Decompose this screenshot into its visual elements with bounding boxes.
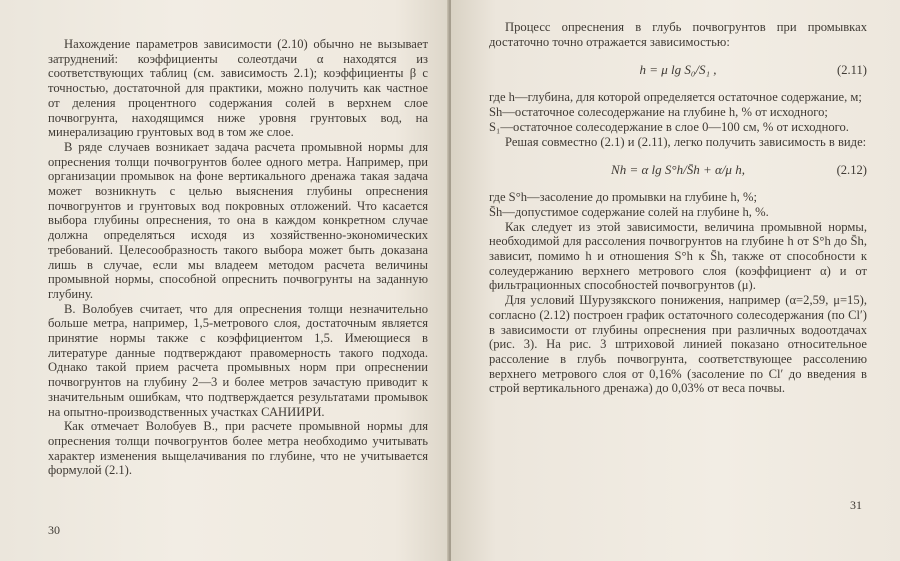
left-page <box>0 0 449 561</box>
formula-number: (2.12) <box>836 163 867 178</box>
paragraph-solve: Решая совместно (2.1) и (2.11), легко получить зависимость в виде: <box>505 134 867 149</box>
paragraph-intro: Процесс опреснения в глубь почвогрунтов при промывках достаточно точно отражается зависимостью: <box>489 20 867 49</box>
page-number-right: 31 <box>850 498 862 512</box>
paragraph: Как отмечает Волобуев В., при расчете промывной нормы для опреснения толщи почвогрунтов более метра необходимо учитывать характер изменения выщелачивания по глубине, что не учитывается формулой (2.1). <box>48 419 428 478</box>
page-number-left: 30 <box>48 523 60 537</box>
paragraph: Как следует из этой зависимости, величина промывной нормы, необходимой для рассоления почвогрунтов на глубине h от S°h до S̄h, зависит, помимо h и отношения S°h к S̄h, также от способности к солеудержанию верхнего метрового слоя (коэффициент α) и от фильтрационных способностей почвогрунтов (μ). <box>489 219 867 293</box>
formula-number: (2.11) <box>837 63 867 78</box>
formula-expression: h = μ lg S₀/S₁ , <box>639 62 717 78</box>
formula-2-11 <box>489 55 867 85</box>
formula-2-12 <box>489 155 867 185</box>
definition-line: где h—глубина, для которой определяется остаточное содержание, м; <box>489 90 862 105</box>
paragraph: Для условий Шурузякского понижения, например (α=2,59, μ=15), согласно (2.12) построен график остаточного солесодержания (по Cl′) в зависимости от глубины опреснения при различных водоотдачах (рис. 3). На рис. 3 штриховой линией показано относительное рассоление в глубь почвогрунта, соответствующее рассолению верхнего метрового слоя от 0,16% (засоление по Cl′ до введения в строй вертикального дренажа) до 0,03% от веса почвы. <box>489 293 867 396</box>
paragraph: В ряде случаев возникает задача расчета промывной нормы для опреснения толщи почвогрунтов более одного метра. Например, при организации промывок на фоне вертикального дренажа такая задача может возникнуть с целью выяснения глубины опреснения почвогрунтов и грунтовых вод покровных отложений. Что касается выбора глубины опреснения, то она в каждом конкретном случае должна определяться исходя из хозяйственно-экономических требований. Целесообразность такого выбора может быть доказана лишь в случае, если мы владеем методом расчета величины промывной нормы, способной опреснить почвогрунты на заданную глубину. <box>48 139 428 301</box>
definition-line: где S°h—засоление до промывки на глубине h, %; <box>489 190 757 205</box>
right-page <box>451 0 900 561</box>
right-page-text <box>489 20 867 396</box>
definition-line: S₁—остаточное солесодержание в слое 0—100 см, % от исходного. <box>489 119 849 134</box>
left-page-text <box>48 37 428 478</box>
formula-expression: Nh = α lg S°h/S̄h + α/μ h, <box>611 162 745 178</box>
definition-line: Sh—остаточное солесодержание на глубине h, % от исходного; <box>489 105 828 120</box>
paragraph: Нахождение параметров зависимости (2.10) обычно не вызывает затруднений: коэффициенты солеотдачи α находятся из соответствующих таблиц (см. зависимость 2.1); коэффициенты β с точностью, достаточной для практики, можно получить как частное от деления процентного содержания солей в верхнем слое почвогрунта, находящимся ниже уровня грунтовых вод, на минерализацию грунтовых вод в том же слое. <box>48 37 428 140</box>
definition-line: S̄h—допустимое содержание солей на глубине h, %. <box>489 204 769 219</box>
paragraph: В. Волобуев считает, что для опреснения толщи незначительно больше метра, например, 1,5-метрового слоя, достаточным является принятие нормы также с коэффициентом 1,5. Имеющиеся в литературе данные подтверждают правомерность такого подхода. Однако такой прием расчета промывных норм при опреснении почвогрунтов на глубину 2—3 и более метров зачастую приводит к значительным ошибкам, что подтверждается результатами промывок на опытно-производственных участках САНИИРИ. <box>48 301 428 419</box>
